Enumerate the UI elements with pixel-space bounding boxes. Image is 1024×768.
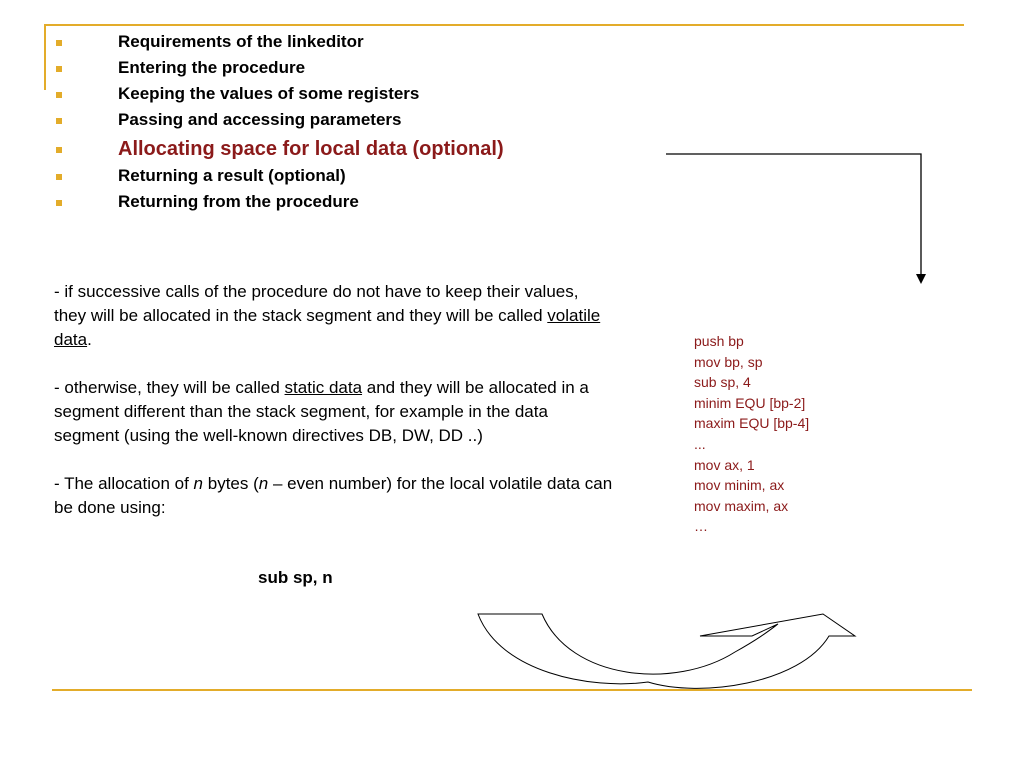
elbow-arrow [666,154,926,284]
bullet-label: Passing and accessing parameters [118,110,402,129]
code-line: mov minim, ax [694,477,785,494]
bullet-label: Allocating space for local data (optional) [118,138,504,160]
code-line: push bp [694,333,744,349]
code-line: … [694,518,708,535]
code-line: mov maxim, ax [694,497,789,514]
curved-arrow-icon [478,614,855,688]
term-static-data: static data [284,378,363,397]
elbow-arrow-line [666,154,921,276]
code-line: minim EQU [bp-2] [694,394,806,411]
code-line: sub sp, 4 [694,374,751,391]
code-line: ... [694,435,706,452]
code-line: maxim EQU [bp-4] [694,415,810,432]
bullet-label: Keeping the values of some registers [118,84,420,103]
bullet-label: Returning from the procedure [118,192,359,211]
bullet-label: Entering the procedure [118,58,306,77]
allocation-instruction: sub sp, n [258,568,333,587]
term-volatile-data: volatile data [54,306,601,349]
bullet-label: Returning a result (optional) [118,166,346,185]
paragraph-allocation: - The allocation of n bytes (n – even number) for the local volatile data can be done using: [54,474,613,517]
bullet-label: Requirements of the linkeditor [118,32,364,51]
code-line: mov bp, sp [694,353,763,370]
paragraph-volatile: - if successive calls of the procedure do not have to keep their values, they will be allocated in the stack segment and they will be called volatile data. [54,282,601,349]
paragraph-static: - otherwise, they will be called static data and they will be allocated in a segment different than the stack segment, for example in the data segment (using the well-known directives DB, DW, DD ..) [54,378,589,445]
arrow-head-icon [916,274,926,284]
code-line: mov ax, 1 [694,456,755,473]
